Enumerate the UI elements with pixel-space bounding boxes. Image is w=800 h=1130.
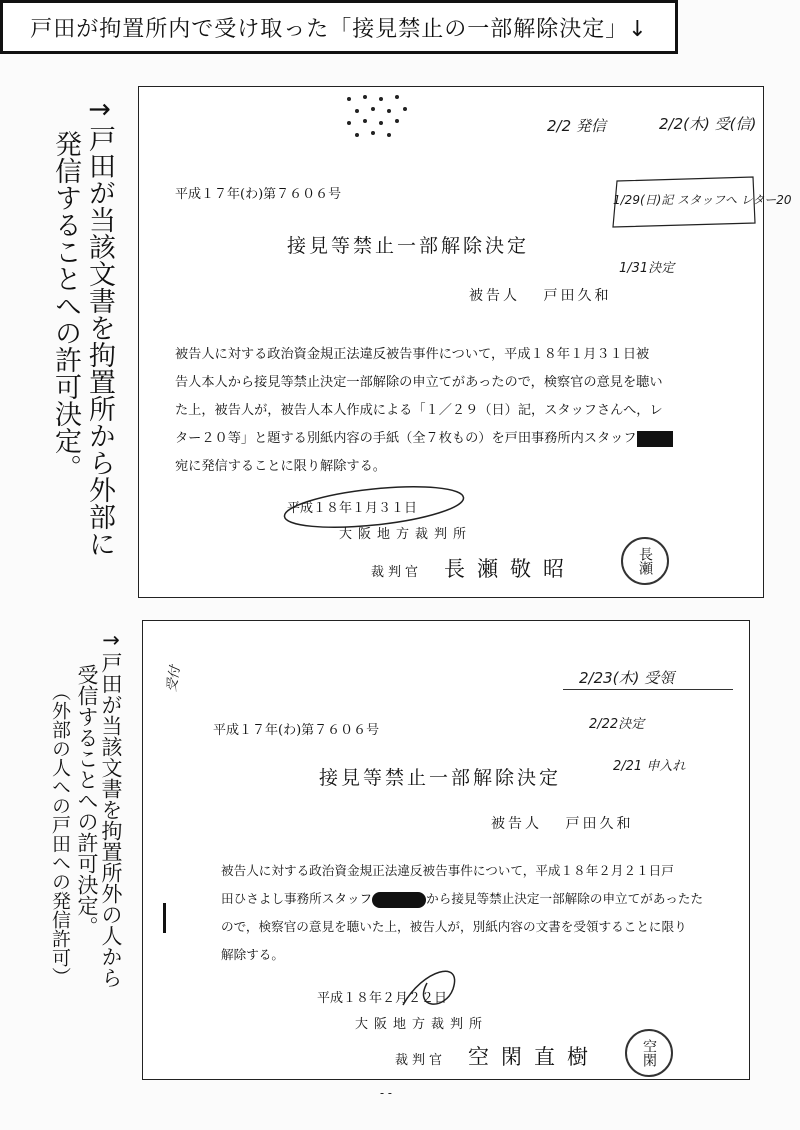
judge-line (395, 1041, 600, 1071)
case-number: 平成１７年(わ)第７６０６号 (175, 187, 342, 202)
body-line: ター２０等」と題する別紙内容の手紙（全７枚もの）を戸田事務所内スタッフ (175, 425, 735, 453)
judge-name: 空閑直樹 (468, 1045, 601, 1069)
handwritten-note: 2/21 申入れ (613, 759, 686, 774)
decision-date: 平成１８年２月２２日 (317, 991, 448, 1006)
pen-circle-mark (383, 959, 473, 1019)
side-note-1-line-1: →戸田が当該文書を拘置所から外部に (84, 94, 115, 557)
pen-underline (563, 689, 733, 690)
court-name: 大阪地方裁判所 (339, 527, 473, 542)
handwritten-note: 1/29(日)記 スタッフへ レター20 (613, 193, 792, 207)
judge-seal: 長瀬 (621, 537, 669, 585)
judge-line (371, 553, 576, 583)
body-line: 宛に発信することに限り解除する。 (175, 459, 386, 474)
handwritten-note: 2/22決定 (589, 717, 645, 732)
court-decision-document-1 (138, 86, 792, 598)
judge-seal: 空閑 (625, 1029, 673, 1077)
defendant-line (491, 813, 633, 833)
case-number: 平成１７年(わ)第７６０６号 (213, 723, 380, 738)
handwritten-note: 2/23(木) 受領 (579, 669, 675, 687)
judge-name: 長瀬敬昭 (444, 557, 577, 581)
court-name: 大阪地方裁判所 (355, 1017, 489, 1032)
decision-date: 平成１８年１月３１日 (287, 501, 418, 516)
side-note-2-line-1: →戸田が当該文書を拘置所外の人から (99, 628, 123, 988)
body-line: ので，検察官の意見を聴いた上，被告人が，別紙内容の文書を受領することに限り (221, 919, 687, 934)
handwritten-note: 2/2(木) 受(信) (659, 115, 757, 133)
body-line: た上，被告人が，被告人本人作成による「１／２９（日）記，スタッフさんへ，レ (175, 403, 663, 418)
document-title: 接見等禁止一部解除決定 (287, 235, 530, 257)
redaction-block (637, 431, 673, 447)
pen-bracket-mark (609, 173, 759, 233)
handwritten-note: 受付 (164, 664, 184, 693)
court-decision-document-2 (142, 620, 750, 1080)
decision-body (175, 341, 735, 481)
body-line: 告人本人から接見等禁止決定一部解除の申立てがあったので，検察官の意見を聴い (175, 375, 663, 390)
body-line: 田ひさよし事務所スタッフ から接見等禁止決定一部解除の申立てがあったた (221, 891, 704, 906)
judge-label: 裁判官 (395, 1053, 447, 1068)
decision-body (221, 857, 731, 969)
body-line: 被告人に対する政治資金規正法違反被告事件について，平成１８年１月３１日被 (175, 347, 650, 362)
side-note-2-line-3: （外部の人への戸田への発信許可） (49, 682, 71, 986)
handwritten-note: 1/31決定 (619, 261, 675, 276)
defendant-label: 被告人 (491, 816, 542, 832)
defendant-label: 被告人 (469, 288, 520, 304)
side-note-1-line-2: 発信することへの許可決定。 (50, 130, 81, 481)
page-mark: - - (380, 1086, 392, 1100)
body-line: 被告人に対する政治資金規正法違反被告事件について，平成１８年２月２１日戸 (221, 863, 674, 878)
dotted-stamp-icon (339, 93, 429, 149)
page-header-title: 戸田が拘置所内で受け取った「接見禁止の一部解除決定」↓ (0, 0, 678, 54)
defendant-line (469, 285, 611, 305)
document-title: 接見等禁止一部解除決定 (319, 767, 562, 789)
judge-label: 裁判官 (371, 565, 423, 580)
margin-mark (163, 903, 166, 933)
defendant-name: 戸田久和 (565, 816, 634, 832)
redaction-block (372, 892, 426, 908)
defendant-name: 戸田久和 (543, 288, 612, 304)
handwritten-note: 2/2 発信 (547, 117, 606, 135)
body-line: 解除する。 (221, 947, 284, 962)
side-note-2-line-2: 受信することへの許可決定。 (75, 664, 99, 937)
